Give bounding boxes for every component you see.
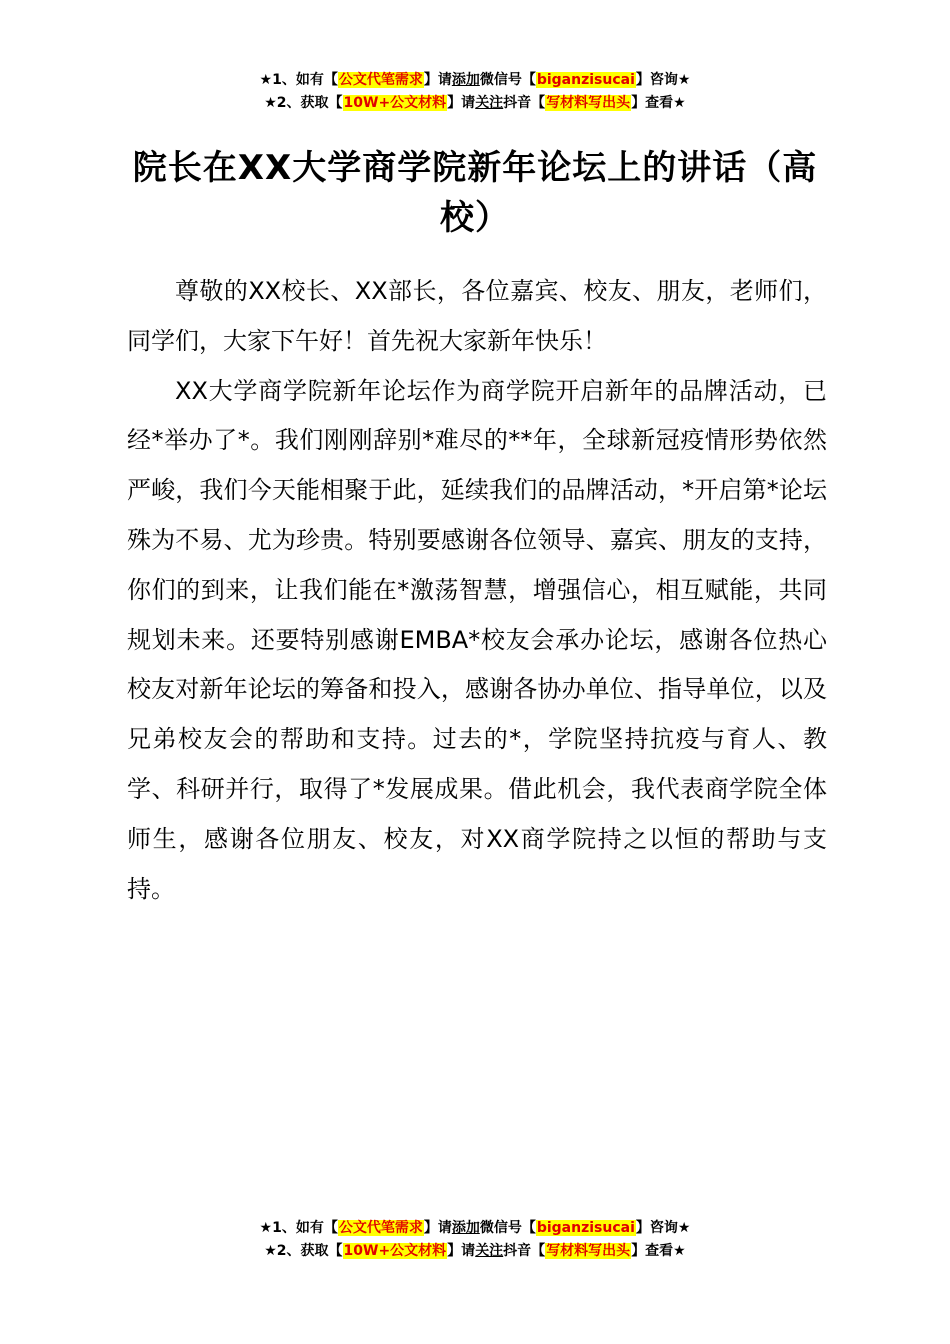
promo-text: 】请 [423, 72, 452, 88]
promo-text: ★1、如有【 [259, 72, 338, 88]
promo-text: 】请 [447, 1243, 476, 1259]
promo-text: 】请 [447, 95, 476, 111]
promo-highlight: biganzisucai [536, 72, 635, 88]
promo-highlight: 公文代笔需求 [338, 72, 423, 88]
promo-line-1 [0, 69, 950, 92]
promo-highlight: 10W+公文材料 [343, 95, 447, 111]
promo-highlight: 公文代笔需求 [338, 1220, 423, 1236]
promo-line-2 [0, 92, 950, 115]
paragraph-main: XX大学商学院新年论坛作为商学院开启新年的品牌活动，已经*举办了*。我们刚刚辞别*难尽的**年，全球新冠疫情形势依然严峻，我们今天能相聚于此，延续我们的品牌活动，*开启第*论坛殊为不易、尤为珍贵。特别要感谢各位领导、嘉宾、朋友的支持，你们的到来，让我们能在*激荡智慧，增强信心，相互赋能，共同规划未来。还要特别感谢EMBA*校友会承办论坛，感谢各位热心校友对新年论坛的筹备和投入，感谢各协办单位、指导单位，以及兄弟校友会的帮助和支持。过去的*，学院坚持抗疫与育人、教学、科研并行，取得了*发展成果。借此机会，我代表商学院全体师生，感谢各位朋友、校友，对XX商学院持之以恒的帮助与支持。 [127, 376, 827, 903]
promo-highlight: biganzisucai [536, 1220, 635, 1236]
promo-text: 抖音【 [503, 1243, 546, 1259]
promo-text: 抖音【 [503, 95, 546, 111]
promo-text: ★2、获取【 [264, 1243, 343, 1259]
promo-text: 】咨询★ [635, 1220, 691, 1236]
document-body [127, 267, 827, 914]
promo-text: 】请 [423, 1220, 452, 1236]
promo-highlight: 写材料写出头 [546, 1243, 631, 1259]
promo-highlight: 10W+公文材料 [343, 1243, 447, 1259]
promo-line-2 [0, 1240, 950, 1263]
header-promo-banner [0, 69, 950, 115]
promo-underline: 关注 [475, 95, 504, 111]
promo-text: ★1、如有【 [259, 1220, 338, 1236]
promo-text: 】查看★ [631, 1243, 686, 1259]
promo-text: 微信号【 [479, 1220, 536, 1236]
promo-text: 】查看★ [631, 95, 686, 111]
footer-promo-banner [0, 1217, 950, 1263]
promo-underline: 关注 [475, 1243, 504, 1259]
paragraph-greeting: 尊敬的XX校长、XX部长，各位嘉宾、校友、朋友，老师们，同学们，大家下午好！首先祝大家新年快乐！ [127, 277, 827, 355]
promo-text: 】咨询★ [635, 72, 691, 88]
promo-underline: 添加 [451, 72, 480, 88]
promo-text: 微信号【 [479, 72, 536, 88]
promo-underline: 添加 [451, 1220, 480, 1236]
promo-highlight: 写材料写出头 [546, 95, 631, 111]
promo-text: ★2、获取【 [264, 95, 343, 111]
promo-line-1 [0, 1217, 950, 1240]
document-title: 院长在XX大学商学院新年论坛上的讲话（高校） [132, 148, 818, 238]
